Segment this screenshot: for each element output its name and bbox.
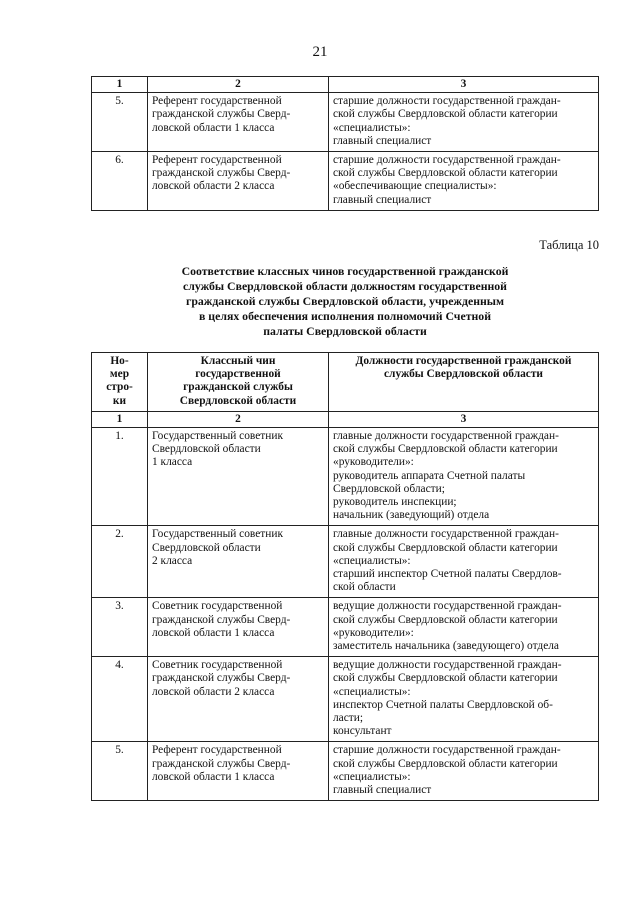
row-number: 6. bbox=[92, 152, 148, 211]
positions-cell-line: «специалисты»: bbox=[333, 121, 411, 134]
positions-cell bbox=[329, 152, 599, 211]
positions-cell-line: руководитель инспекции; bbox=[333, 496, 457, 509]
class-rank-cell-line: Государственный советник bbox=[152, 528, 284, 541]
column-number-row bbox=[92, 77, 599, 93]
class-rank-cell-line: Государственный советник bbox=[152, 430, 284, 443]
class-rank-cell-line: ловской области 1 класса bbox=[152, 626, 275, 639]
class-rank-cell-line: Свердловской области bbox=[152, 541, 261, 554]
column-number: 3 bbox=[329, 77, 599, 93]
positions-cell bbox=[329, 598, 599, 657]
positions-cell-line: начальник (заведующий) отдела bbox=[333, 509, 490, 522]
column-number: 2 bbox=[148, 411, 329, 427]
table-row bbox=[92, 428, 599, 526]
class-rank-cell bbox=[148, 526, 329, 598]
header-line: Но- bbox=[110, 355, 129, 367]
positions-cell-line: «руководители»: bbox=[333, 626, 414, 639]
header-line: государственной bbox=[195, 368, 281, 381]
positions-cell-line: ской службы Свердловской области категории bbox=[333, 108, 558, 121]
positions-cell bbox=[329, 93, 599, 152]
positions-cell-line: ской службы Свердловской области категории bbox=[333, 613, 558, 626]
class-rank-cell-line: ловской области 2 класса bbox=[152, 180, 275, 193]
positions-cell-line: главные должности государственной граждан- bbox=[333, 430, 559, 443]
column-number: 1 bbox=[92, 77, 148, 93]
class-rank-cell bbox=[148, 93, 329, 152]
positions-cell-line: «специалисты»: bbox=[333, 770, 411, 783]
continued-table bbox=[91, 76, 599, 211]
table-title-line: службы Свердловской области должностям государственной bbox=[183, 279, 507, 293]
table-title-line: палаты Свердловской области bbox=[263, 324, 427, 338]
positions-cell-line: ской службы Свердловской области категории bbox=[333, 757, 558, 770]
page-number: 21 bbox=[312, 44, 328, 60]
header-line: службы Свердловской области bbox=[384, 368, 543, 381]
positions-cell-line: инспектор Счетной палаты Свердловской об- bbox=[333, 698, 553, 711]
class-rank-cell-line: Советник государственной bbox=[152, 600, 283, 613]
positions-cell-line: ской службы Свердловской области категории bbox=[333, 443, 558, 456]
positions-cell-line: ской службы Свердловской области категории bbox=[333, 672, 558, 685]
positions-cell-line: «руководители»: bbox=[333, 456, 414, 469]
row-number: 2. bbox=[92, 526, 148, 598]
class-rank-cell-line: гражданской службы Сверд- bbox=[152, 757, 291, 770]
row-number: 1. bbox=[92, 428, 148, 526]
column-number-row bbox=[92, 411, 599, 427]
header-class-rank bbox=[148, 353, 329, 412]
positions-cell-line: старшие должности государственной граждан- bbox=[333, 95, 561, 108]
class-rank-cell bbox=[148, 428, 329, 526]
table-label: Таблица 10 bbox=[539, 238, 599, 252]
table-row bbox=[92, 526, 599, 598]
class-rank-cell-line: Референт государственной bbox=[152, 95, 282, 108]
header-row-number bbox=[92, 353, 148, 412]
class-rank-cell bbox=[148, 598, 329, 657]
positions-cell bbox=[329, 428, 599, 526]
header-line: Должности государственной гражданской bbox=[355, 355, 572, 367]
class-rank-cell-line: Референт государственной bbox=[152, 154, 282, 167]
class-rank-cell-line: гражданской службы Сверд- bbox=[152, 167, 291, 180]
table-title-line: Соответствие классных чинов государственной гражданской bbox=[181, 264, 509, 278]
positions-cell-line: ведущие должности государственной граждан- bbox=[333, 600, 562, 613]
table-title bbox=[130, 264, 560, 339]
positions-cell-line: старший инспектор Счетной палаты Свердлов- bbox=[333, 568, 562, 581]
header-line: стро- bbox=[106, 381, 133, 394]
positions-cell-line: ской службы Свердловской области категории bbox=[333, 541, 558, 554]
row-number: 3. bbox=[92, 598, 148, 657]
class-rank-cell bbox=[148, 152, 329, 211]
header-line: гражданской службы bbox=[183, 381, 293, 394]
class-rank-cell-line: 1 класса bbox=[152, 456, 193, 469]
positions-cell-line: ской области bbox=[333, 581, 396, 594]
header-line: ки bbox=[112, 394, 127, 407]
positions-cell-line: консультант bbox=[333, 725, 392, 738]
positions-cell-line: «специалисты»: bbox=[333, 685, 411, 698]
table-row bbox=[92, 598, 599, 657]
class-rank-cell-line: гражданской службы Сверд- bbox=[152, 672, 291, 685]
table-row bbox=[92, 93, 599, 152]
rank-correspondence-table bbox=[91, 352, 599, 801]
table-row bbox=[92, 742, 599, 801]
column-number: 1 bbox=[92, 411, 148, 427]
row-number: 5. bbox=[92, 742, 148, 801]
table-title-line: в целях обеспечения исполнения полномочий Счетной bbox=[198, 309, 491, 323]
header-line: Классный чин bbox=[200, 355, 276, 367]
row-number: 4. bbox=[92, 657, 148, 742]
class-rank-cell-line: ловской области 1 класса bbox=[152, 121, 275, 134]
positions-cell-line: руководитель аппарата Счетной палаты bbox=[333, 469, 526, 482]
header-line: Свердловской области bbox=[179, 394, 297, 407]
class-rank-cell-line: гражданской службы Сверд- bbox=[152, 613, 291, 626]
class-rank-cell-line: ловской области 1 класса bbox=[152, 770, 275, 783]
class-rank-cell-line: Референт государственной bbox=[152, 744, 282, 757]
class-rank-cell-line: гражданской службы Сверд- bbox=[152, 108, 291, 121]
positions-cell-line: главный специалист bbox=[333, 134, 432, 147]
positions-cell bbox=[329, 742, 599, 801]
header-line: мер bbox=[109, 368, 130, 381]
positions-cell bbox=[329, 526, 599, 598]
class-rank-cell-line: ловской области 2 класса bbox=[152, 685, 275, 698]
class-rank-cell bbox=[148, 742, 329, 801]
class-rank-cell-line: Советник государственной bbox=[152, 659, 283, 672]
row-number: 5. bbox=[92, 93, 148, 152]
class-rank-cell bbox=[148, 657, 329, 742]
positions-cell-line: главные должности государственной граждан- bbox=[333, 528, 559, 541]
class-rank-cell-line: Свердловской области bbox=[152, 443, 261, 456]
table-title-line: гражданской службы Свердловской области, учрежденным bbox=[185, 294, 505, 308]
positions-cell-line: «специалисты»: bbox=[333, 554, 411, 567]
positions-cell-line: ведущие должности государственной граждан- bbox=[333, 659, 562, 672]
class-rank-cell-line: 2 класса bbox=[152, 554, 193, 567]
positions-cell-line: старшие должности государственной граждан- bbox=[333, 154, 561, 167]
positions-cell-line: главный специалист bbox=[333, 784, 432, 797]
column-number: 3 bbox=[329, 411, 599, 427]
positions-cell-line: заместитель начальника (заведующего) отдела bbox=[333, 640, 559, 653]
positions-cell-line: главный специалист bbox=[333, 193, 432, 206]
positions-cell-line: ской службы Свердловской области категории bbox=[333, 167, 558, 180]
positions-cell-line: «обеспечивающие специалисты»: bbox=[333, 180, 497, 193]
positions-cell-line: старшие должности государственной граждан- bbox=[333, 744, 561, 757]
header-positions bbox=[329, 353, 599, 412]
table-header-row bbox=[92, 353, 599, 412]
column-number: 2 bbox=[148, 77, 329, 93]
positions-cell bbox=[329, 657, 599, 742]
positions-cell-line: Свердловской области; bbox=[333, 482, 445, 495]
positions-cell-line: ласти; bbox=[333, 712, 364, 725]
table-row bbox=[92, 657, 599, 742]
table-row bbox=[92, 152, 599, 211]
